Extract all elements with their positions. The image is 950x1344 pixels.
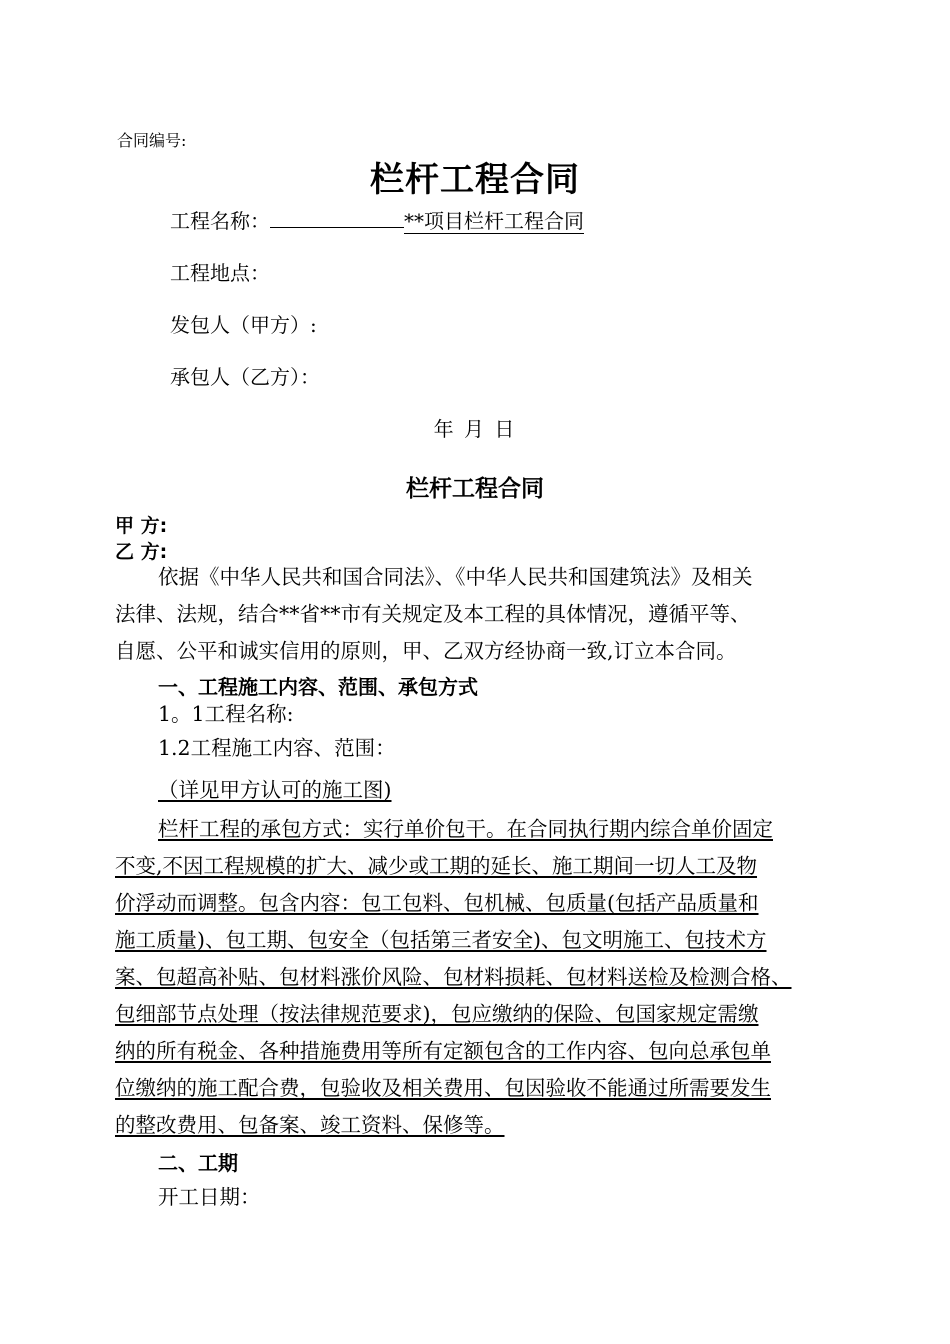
cover-title: 栏杆工程合同 [370,160,580,200]
contract-mode-line-8: 位缴纳的施工配合费，包验收及相关费用、包因验收不能通过所需要发生 [115,1076,771,1100]
contract-mode-line-3: 价浮动而调整。包含内容：包工包料、包机械、包质量(包括产品质量和 [115,891,759,915]
project-name-value: **项目栏杆工程合同 [404,209,584,233]
contract-mode-line-7: 纳的所有税金、各种措施费用等所有定额包含的工作内容、包向总承包单 [115,1039,771,1063]
contract-number-label: 合同编号: [117,131,187,150]
contract-mode-line-4: 施工质量)、包工期、包安全（包括第三者安全)、包文明施工、包技术方 [115,928,767,952]
project-name-blank [270,209,404,228]
body-title: 栏杆工程合同 [406,476,544,502]
section-2-heading: 二、工期 [158,1151,238,1175]
preamble-line-2: 法律、法规，结合**省**市有关规定及本工程的具体情况，遵循平等、 [115,602,751,626]
project-name-label: 工程名称： [170,209,270,233]
party-b-label: 乙 方: [115,541,168,563]
party-a-label: 甲 方: [115,515,168,537]
item-1-2: 1.2工程施工内容、范围： [158,736,396,760]
date-line: 年 月 日 [433,417,517,441]
party-a-cover-label: 发包人（甲方）: [170,313,317,337]
contract-mode-line-6: 包细部节点处理（按法律规范要求)，包应缴纳的保险、包国家规定需缴 [115,1002,759,1026]
contract-mode-line-5: 案、包超高补贴、包材料涨价风险、包材料损耗、包材料送检及检测合格、 [115,965,792,989]
party-b-cover-label: 承包人（乙方）： [170,365,320,389]
item-1-1: 1。1工程名称: [158,702,294,726]
section-1-heading: 一、工程施工内容、范围、承包方式 [158,675,478,699]
contract-mode-line-1: 栏杆工程的承包方式：实行单价包干。在合同执行期内综合单价固定 [158,817,773,841]
project-location-label: 工程地点： [170,261,270,285]
contract-mode-line-2: 不变,不因工程规模的扩大、减少或工期的延长、施工期间一切人工及物 [115,854,758,878]
project-name-row [170,205,584,234]
contract-mode-line-9: 的整改费用、包备案、竣工资料、保修等。 [115,1113,505,1137]
preamble-line-1: 依据《中华人民共和国合同法》、《中华人民共和国建筑法》及相关 [158,565,753,589]
drawing-note: （详见甲方认可的施工图) [158,778,392,802]
preamble-line-3: 自愿、公平和诚实信用的原则，甲、乙双方经协商一致,订立本合同。 [115,639,737,663]
start-date-label: 开工日期： [158,1185,261,1209]
